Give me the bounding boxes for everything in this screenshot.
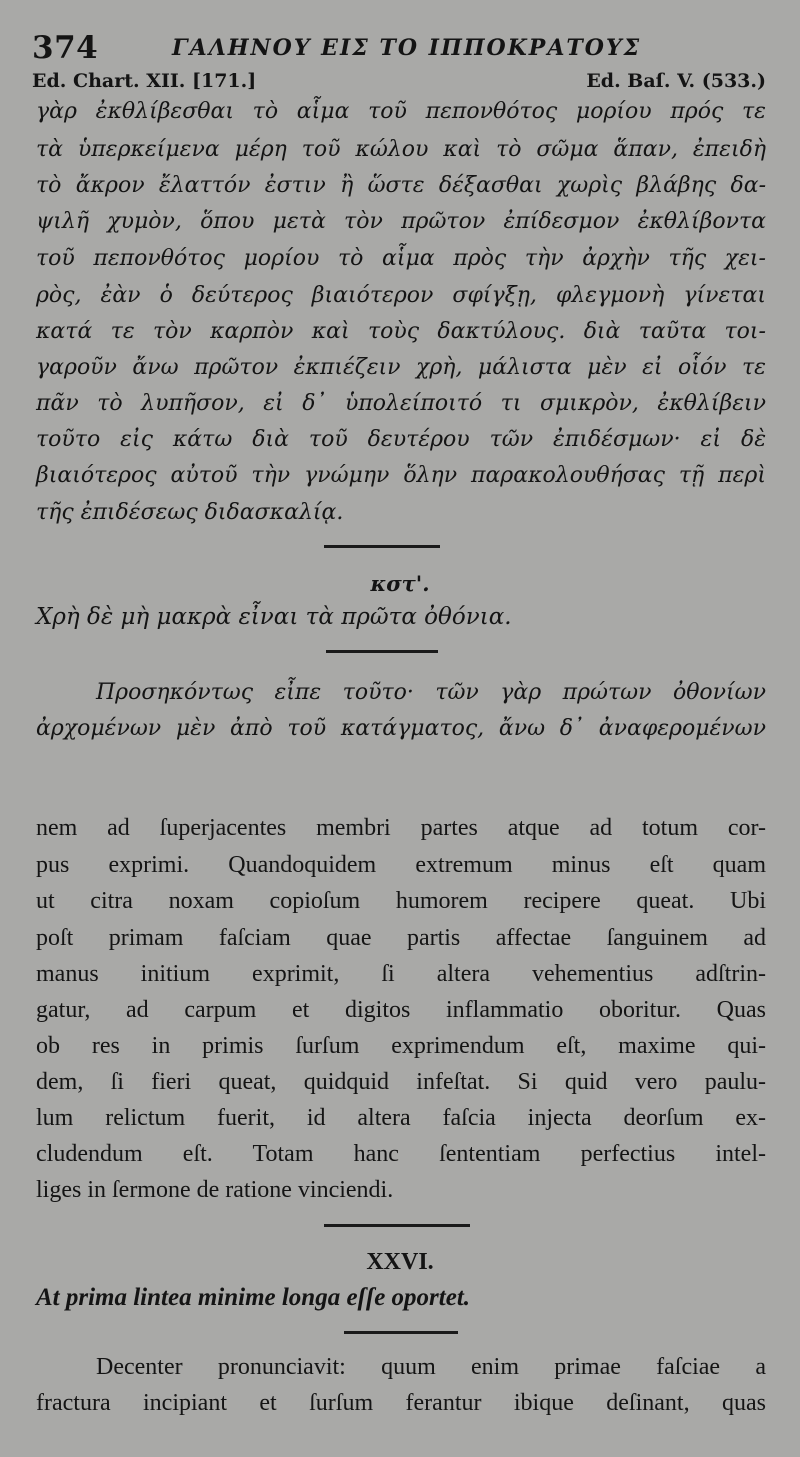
latin-lemma: At prima lintea minime longa eſſe oportet. — [36, 1284, 471, 1311]
latin-line: nem ad ſuperjacentes membri partes atque ad totum cor- — [36, 815, 766, 841]
latin-line: poſt primam faſciam quae partis affectae ſanguinem ad — [36, 925, 766, 951]
latin-commentary-line: Decenter pronunciavit: quum enim primae faſciae a — [96, 1354, 766, 1380]
greek-line: ψιλῆ χυμὸν, ὅπου μετὰ τὸν πρῶτον ἐπίδεσμον ἐκθλίβοντα — [36, 209, 766, 234]
greek-commentary-line: Προσηκόντως εἶπε τοῦτο· τῶν γὰρ πρώτων ὀθονίων — [96, 680, 766, 705]
section-divider — [324, 1224, 470, 1227]
latin-line: ob res in primis ſurſum exprimendum eſt, maxime qui- — [36, 1033, 766, 1059]
latin-line: ut citra noxam copioſum humorem recipere queat. Ubi — [36, 888, 766, 914]
greek-line: τὰ ὑπερκείμενα μέρη τοῦ κώλου καὶ τὸ σῶμα ἅπαν, ἐπειδὴ — [36, 137, 766, 162]
latin-line: pus exprimi. Quandoquidem extremum minus eſt quam — [36, 852, 766, 878]
latin-section-number: XXVI. — [366, 1249, 434, 1275]
edition-reference-right: Ed. Baſ. V. (533.) — [586, 70, 766, 92]
greek-line: τοῦ πεπονθότος μορίου τὸ αἷμα πρὸς τὴν ἀρχὴν τῆς χει- — [36, 246, 766, 271]
greek-lemma: Χρὴ δὲ μὴ μακρὰ εἶναι τὰ πρῶτα ὀθόνια. — [36, 604, 512, 630]
greek-line: κατά τε τὸν καρπὸν καὶ τοὺς δακτύλους. διὰ ταῦτα τοι- — [36, 319, 766, 344]
lemma-divider — [326, 650, 438, 653]
greek-line: τὸ ἄκρον ἔλαττόν ἐστιν ἢ ὥστε δέξασθαι χωρὶς βλάβης δα- — [36, 173, 766, 198]
latin-line: dem, ſi fieri queat, quidquid infeſtat. Si quid vero paulu- — [36, 1069, 766, 1095]
latin-line: cludendum eſt. Totam hanc ſententiam perfectius intel- — [36, 1141, 766, 1167]
greek-line: πᾶν τὸ λυπῆσον, εἰ δ᾽ ὑπολείποιτό τι σμικρὸν, ἐκθλίβειν — [36, 391, 766, 416]
greek-commentary-line: ἀρχομένων μὲν ἀπὸ τοῦ κατάγματος, ἄνω δ᾽ ἀναφερομένων — [36, 716, 766, 741]
greek-line: γαροῦν ἄνω πρῶτον ἐκπιέζειν χρὴ, μάλιστα μὲν εἰ οἷόν τε — [36, 355, 766, 380]
running-title: ΓΑΛΗΝΟΥ ΕΙΣ ΤΟ ΙΠΠΟΚΡΑΤΟΥΣ — [172, 35, 642, 61]
page-number: 374 — [32, 30, 99, 66]
lemma-divider — [344, 1331, 458, 1334]
greek-section-number: κστ'. — [370, 571, 430, 596]
greek-line: τοῦτο εἰς κάτω διὰ τοῦ δευτέρου τῶν ἐπιδέσμων· εἰ δὲ — [36, 427, 766, 452]
latin-line: gatur, ad carpum et digitos inflammatio oboritur. Quas — [36, 997, 766, 1023]
greek-line: βιαιότερος αὐτοῦ τὴν γνώμην ὅλην παρακολουθήσας τῇ περὶ — [36, 463, 766, 488]
section-divider — [324, 545, 440, 548]
edition-reference-left: Ed. Chart. XII. [171.] — [32, 70, 257, 92]
latin-line: lum relictum fuerit, id altera faſcia injecta deorſum ex- — [36, 1105, 766, 1131]
greek-line: ρὸς, ἐὰν ὁ δεύτερος βιαιότερον σφίγξῃ, φλεγμονὴ γίνεται — [36, 283, 766, 308]
greek-line: γὰρ ἐκθλίβεσθαι τὸ αἷμα τοῦ πεπονθότος μορίου πρός τε — [36, 99, 766, 124]
latin-commentary-line: fractura incipiant et ſurſum ferantur ibique deſinant, quas — [36, 1390, 766, 1416]
latin-line: manus initium exprimit, ſi altera vehementius adſtrin- — [36, 961, 766, 987]
latin-line: liges in ſermone de ratione vinciendi. — [36, 1177, 394, 1203]
greek-line: τῆς ἐπιδέσεως διδασκαλίᾳ. — [36, 500, 344, 525]
